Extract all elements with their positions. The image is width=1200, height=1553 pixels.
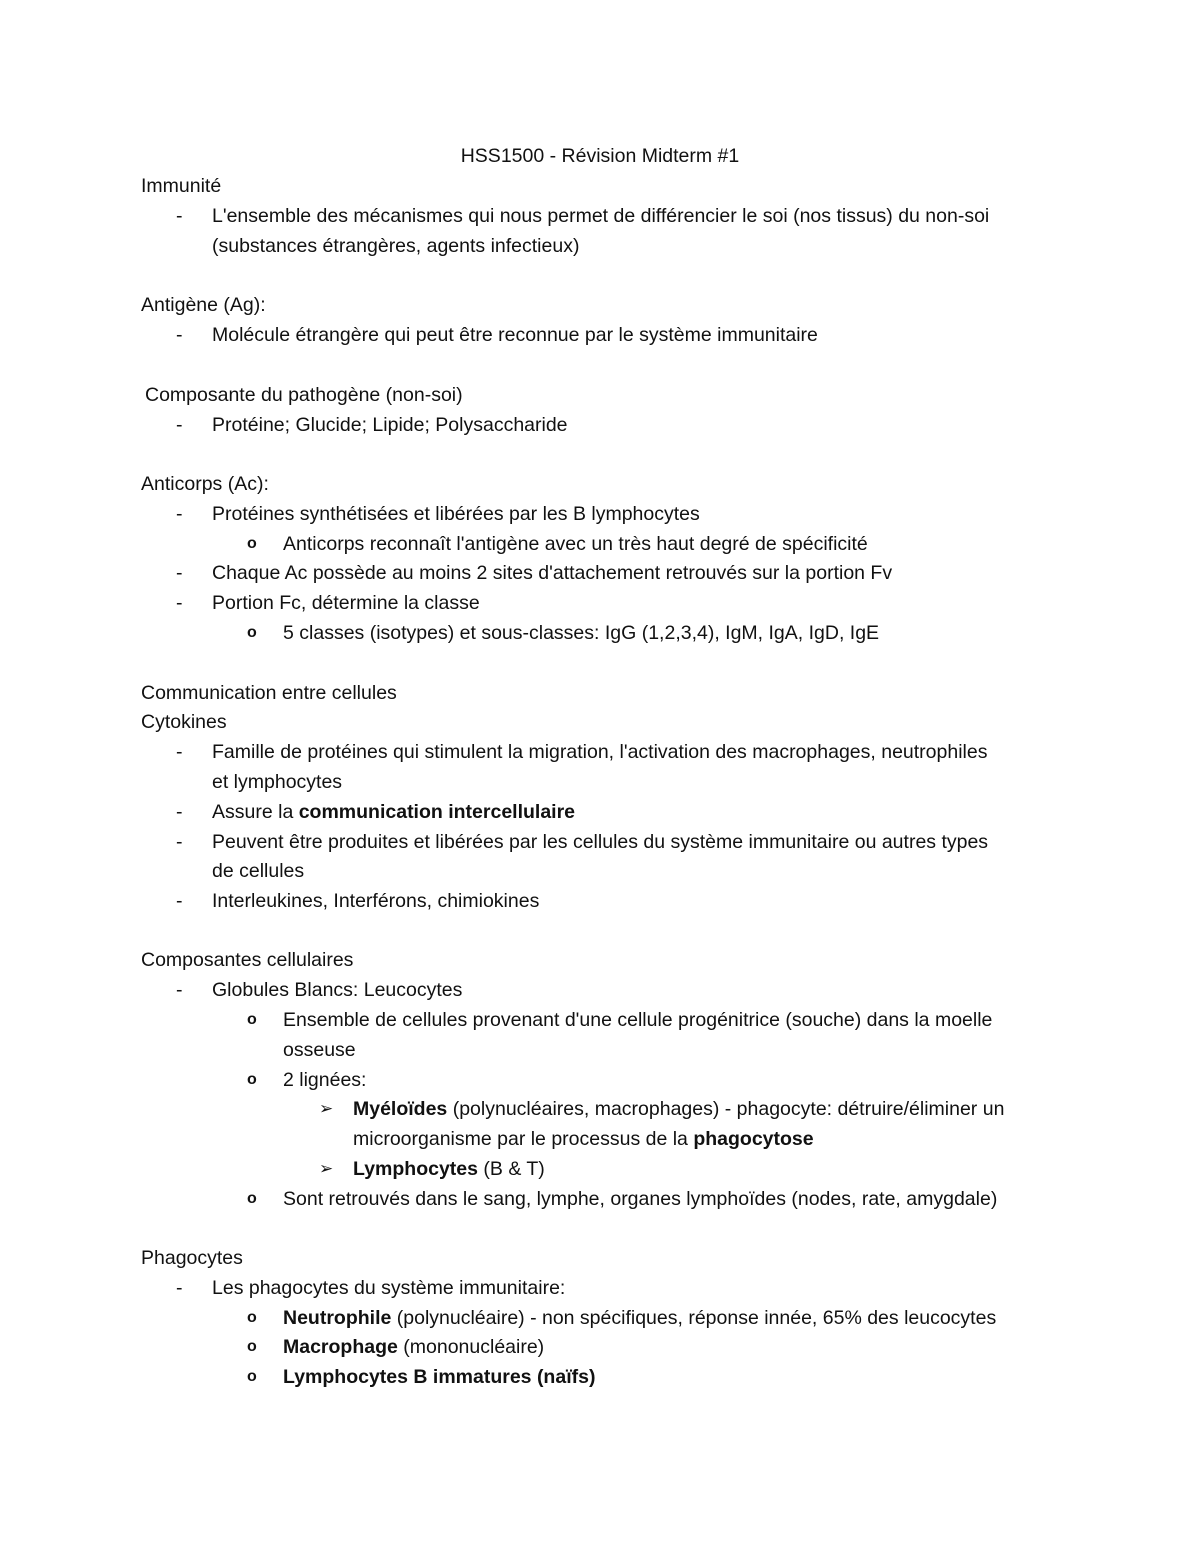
immunite-item-line2: (substances étrangères, agents infectieux): [212, 235, 580, 257]
cytokines-item3-line2: de cellules: [212, 860, 305, 882]
phagocytes-sub2: [283, 1335, 544, 1359]
bullet-dash: -: [176, 741, 183, 763]
bullet-dash: -: [176, 801, 183, 823]
heading-phagocytes: Phagocytes: [141, 1247, 243, 1269]
phagocytose-term: phagocytose: [693, 1128, 814, 1150]
neutrophile-term: Neutrophile: [283, 1307, 392, 1329]
heading-cytokines: Cytokines: [141, 711, 227, 733]
bullet-circle: o: [247, 1190, 257, 1207]
composante-item: Protéine; Glucide; Lipide; Polysaccharide: [212, 414, 568, 436]
bullet-circle: o: [247, 1309, 257, 1326]
anticorps-item3-sub: 5 classes (isotypes) et sous-classes: IgG (1,2,3,4), IgM, IgA, IgD, IgE: [283, 622, 880, 644]
cellulaires-sub1-line2: osseuse: [283, 1039, 356, 1061]
bullet-dash: -: [176, 890, 183, 912]
phagocytes-sub1: [283, 1306, 996, 1330]
bullet-circle: o: [247, 624, 257, 641]
macrophage-desc: (mononucléaire): [397, 1336, 545, 1358]
document-title: HSS1500 - Révision Midterm #1: [460, 145, 740, 167]
bullet-dash: -: [176, 592, 183, 614]
bullet-dash: -: [176, 562, 183, 584]
phagocytes-sub3: Lymphocytes B immatures (naïfs): [283, 1366, 596, 1388]
antigene-item: Molécule étrangère qui peut être reconnue par le système immunitaire: [212, 324, 818, 346]
bullet-arrow: ➢: [319, 1099, 334, 1118]
bullet-circle: o: [247, 1368, 257, 1385]
cellulaires-arrow2: [353, 1157, 545, 1181]
neutrophile-desc: (polynucléaire) - non spécifiques, réponse innée, 65% des leucocytes: [391, 1307, 997, 1329]
cellulaires-arrow1-line1: [353, 1097, 1004, 1121]
lymphocytes-desc: (B & T): [477, 1158, 545, 1180]
cytokines-item1-line2: et lymphocytes: [212, 771, 343, 793]
immunite-item-line1: L'ensemble des mécanismes qui nous permet de différencier le soi (nos tissus) du non-soi: [212, 205, 990, 227]
anticorps-item2: Chaque Ac possède au moins 2 sites d'attachement retrouvés sur la portion Fv: [212, 562, 893, 584]
bullet-dash: -: [176, 1277, 183, 1299]
cellulaires-sub3: Sont retrouvés dans le sang, lymphe, organes lymphoïdes (nodes, rate, amygdale): [283, 1188, 998, 1210]
anticorps-item3: Portion Fc, détermine la classe: [212, 592, 480, 614]
bullet-dash: -: [176, 414, 183, 436]
heading-anticorps: Anticorps (Ac):: [141, 473, 269, 495]
bullet-circle: o: [247, 1338, 257, 1355]
bullet-circle: o: [247, 1011, 257, 1028]
myeloides-desc: (polynucléaires, macrophages) - phagocyte: détruire/éliminer un: [447, 1098, 1005, 1120]
bullet-circle: o: [247, 1071, 257, 1088]
bullet-dash: -: [176, 324, 183, 346]
cytokines-item1-line1: Famille de protéines qui stimulent la migration, l'activation des macrophages, neutrophiles: [212, 741, 988, 763]
bullet-circle: o: [247, 535, 257, 552]
heading-immunite: Immunité: [141, 175, 222, 197]
macrophage-term: Macrophage: [283, 1336, 398, 1358]
bullet-arrow: ➢: [319, 1159, 334, 1178]
heading-composante: Composante du pathogène (non-soi): [145, 384, 463, 406]
cytokines-item2: [212, 800, 575, 824]
anticorps-item1-sub: Anticorps reconnaît l'antigène avec un très haut degré de spécificité: [283, 533, 868, 555]
bullet-dash: -: [176, 503, 183, 525]
heading-communication: Communication entre cellules: [141, 682, 397, 704]
bullet-dash: -: [176, 831, 183, 853]
cellulaires-arrow1-line2: [353, 1127, 814, 1151]
lymphocytes-term: Lymphocytes: [353, 1158, 478, 1180]
bullet-dash: -: [176, 205, 183, 227]
cytokines-item4: Interleukines, Interférons, chimiokines: [212, 890, 540, 912]
cytokines-item3-line1: Peuvent être produites et libérées par les cellules du système immunitaire ou autres types: [212, 831, 989, 853]
anticorps-item1: Protéines synthétisées et libérées par les B lymphocytes: [212, 503, 700, 525]
cytokines-item2-bold: communication intercellulaire: [298, 801, 576, 823]
heading-antigene: Antigène (Ag):: [141, 294, 266, 316]
phagocytes-item1: Les phagocytes du système immunitaire:: [212, 1277, 566, 1299]
bullet-dash: -: [176, 979, 183, 1001]
cytokines-item2-prefix: Assure la: [212, 801, 299, 823]
cellulaires-sub1-line1: Ensemble de cellules provenant d'une cellule progénitrice (souche) dans la moelle: [283, 1009, 993, 1031]
phagocytose-prefix: microorganisme par le processus de la: [353, 1128, 694, 1150]
myeloides-term: Myéloïdes: [353, 1098, 448, 1120]
cellulaires-item1: Globules Blancs: Leucocytes: [212, 979, 463, 1001]
cellulaires-sub2: 2 lignées:: [283, 1069, 367, 1091]
heading-composantes-cellulaires: Composantes cellulaires: [141, 949, 354, 971]
